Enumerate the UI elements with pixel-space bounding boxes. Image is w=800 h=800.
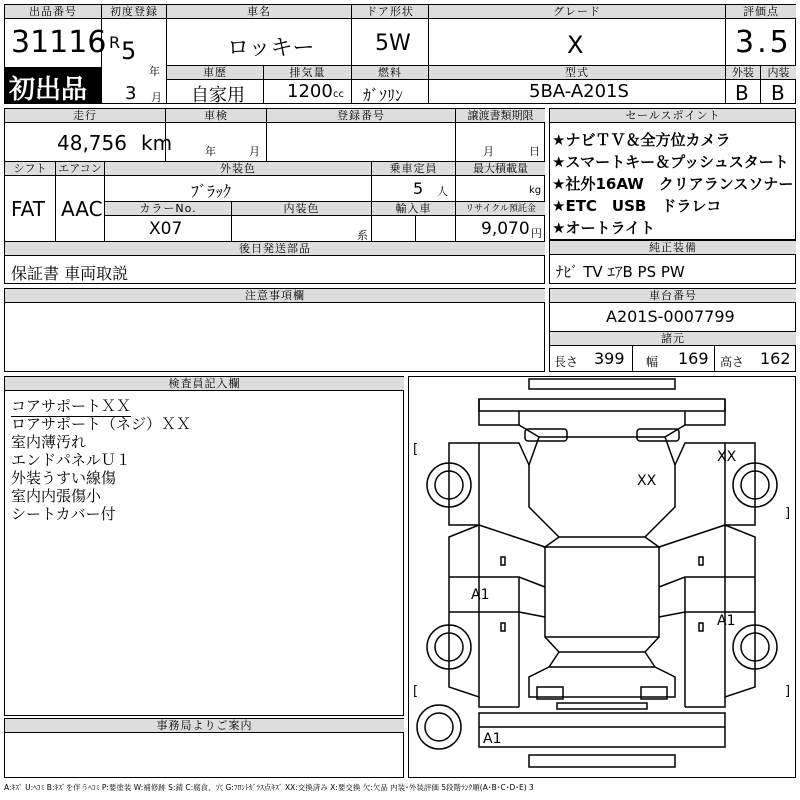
sales-points-label: セールスポイント [550, 109, 796, 123]
yen-unit: 円 [531, 227, 542, 240]
mark-hood: XX [637, 473, 657, 489]
inspector-block [4, 376, 404, 716]
insp-year-unit: 年 [205, 145, 216, 158]
chassis-block [549, 288, 796, 372]
displacement-label: 排気量 [264, 66, 351, 80]
car-outline-svg [409, 377, 795, 777]
recycle-value: 9,070 [481, 219, 530, 239]
dims-label: 諸元 [550, 332, 796, 346]
sales-point-1: ★ナビＴＶ＆全方位カメラ [552, 131, 731, 149]
chassis-label: 車台番号 [550, 289, 796, 303]
office-label: 事務局よりご案内 [5, 719, 404, 733]
lot-label: 出品番号 [5, 5, 101, 19]
int-color-unit: 系 [357, 229, 368, 242]
exterior-grade: B [735, 81, 749, 105]
transfer-day-unit: 日 [529, 145, 540, 158]
first-listing-text: 初出品 [9, 75, 88, 105]
mark-right-rear-door: A1 [717, 613, 736, 629]
interior-label: 内装 [761, 66, 796, 80]
recycle-label: リサイクル預託金 [456, 202, 545, 216]
plate-label: 登録番号 [267, 109, 455, 123]
sales-point-3: ★社外16AW クリアランスソナー [552, 175, 794, 193]
length-label: 長さ [554, 355, 579, 369]
ac-label: エアコン [56, 162, 104, 176]
caution-label: 注意事項欄 [5, 289, 545, 303]
int-color-label: 内装色 [232, 202, 371, 216]
person-unit: 人 [437, 185, 448, 198]
sales-point-2: ★スマートキー＆プッシュスタート [552, 153, 789, 171]
name-label: 車名 [167, 5, 351, 19]
interior-grade: B [771, 81, 785, 105]
grade-label: グレード [429, 5, 725, 19]
width-label: 幅 [646, 355, 659, 369]
equipment-label: 純正装備 [550, 241, 796, 255]
width-value: 169 [678, 349, 709, 368]
score-label: 評価点 [726, 5, 796, 19]
shift-value: FAT [11, 197, 46, 221]
lot-number: 31116 [11, 25, 107, 60]
sales-point-5: ★オートライト [552, 219, 655, 237]
mark-rear-bumper: A1 [483, 731, 502, 747]
model-label: 型式 [429, 66, 725, 80]
legend-text: A:ｷｽﾞ U:ﾍｺﾐ B:ｷｽﾞを伴うﾍｺﾐ P:要塗装 W:補修跡 S:錆 C:腐食、穴 G:ﾌﾛﾝﾄｶﾞﾗｽ点ｷｽﾞ XX:交換済み X:要交換 欠:欠品 内装･外装評価 5段階ﾗﾝｸ順(A･B･C･D･E) 3 [4, 783, 534, 792]
reg-year: 5 [121, 37, 137, 65]
door-label: ドア形状 [352, 5, 428, 19]
exterior-label: 外装 [726, 66, 760, 80]
inspector-note-5: 外装うすい線傷 [11, 469, 117, 487]
caution-block [4, 288, 545, 372]
svg-text:[: [ [413, 684, 419, 699]
import-label: 輸入車 [372, 202, 455, 216]
length-value: 399 [594, 349, 625, 368]
reg-year-unit: 年 [149, 65, 160, 78]
office-block [4, 718, 404, 778]
load-label: 最大積載量 [456, 162, 545, 176]
inspection-label: 車検 [166, 109, 266, 123]
reg-month: 3 [125, 83, 137, 104]
capacity-label: 乗車定員 [372, 162, 455, 176]
capacity-value: 5 [413, 179, 424, 198]
mileage-value: 48,756 [57, 131, 127, 155]
inspector-note-1: コアサポートＸＸ [11, 397, 132, 415]
insp-month-unit: 月 [249, 145, 260, 158]
car-diagram [408, 376, 796, 778]
transfer-month-unit: 月 [483, 145, 494, 158]
color-label: 外装色 [105, 162, 371, 176]
transfer-label: 譲渡書類期限 [456, 109, 545, 123]
equipment-value: ﾅﾋﾞ TV ｴｱB PS PW [556, 263, 685, 281]
car-name: ロッキー [227, 36, 315, 61]
header-block [4, 4, 796, 104]
fuel-label: 燃料 [352, 66, 428, 80]
inspector-label: 検査員記入欄 [5, 377, 404, 391]
inspector-note-4: エンドパネルＵ１ [11, 451, 131, 469]
reg-era: R [109, 33, 121, 52]
inspector-note-2: ロアサポート（ネジ）ＸＸ [11, 415, 192, 433]
cc-unit: cc [333, 89, 344, 100]
svg-text:]: ] [785, 506, 791, 521]
score-value: 3.5 [735, 25, 792, 60]
history-label: 車歴 [167, 66, 263, 80]
km-unit: km [141, 131, 173, 155]
spec-block [4, 108, 545, 284]
height-label: 高さ [720, 355, 745, 369]
kg-unit: kg [529, 185, 542, 196]
inspector-note-3: 室内薄汚れ [11, 433, 87, 451]
mileage-label: 走行 [5, 109, 165, 123]
color-value: ﾌﾞﾗｯｸ [191, 182, 232, 201]
inspector-note-7: シートカバー付 [11, 505, 116, 523]
mark-front-right: XX [717, 449, 737, 465]
svg-text:]: ] [785, 684, 791, 699]
later-parts-label: 後日発送部品 [5, 242, 545, 256]
color-no-value: X07 [149, 219, 183, 239]
door-value: 5W [375, 31, 411, 56]
svg-text:[: [ [413, 442, 419, 457]
sales-point-4: ★ETC USB ドラレコ [552, 197, 722, 215]
equipment-block [549, 240, 796, 284]
mark-left-rear-door: A1 [471, 587, 490, 603]
fuel-value: ｶﾞｿﾘﾝ [363, 86, 404, 105]
sales-points-block [549, 108, 796, 240]
color-no-label: カラーNo. [105, 202, 231, 216]
chassis-value: A201S-0007799 [606, 307, 735, 326]
grade-value: X [567, 31, 584, 59]
reg-month-unit: 月 [151, 91, 162, 104]
later-parts-value: 保証書 車両取説 [11, 264, 129, 283]
height-value: 162 [760, 349, 791, 368]
reg-label: 初度登録 [102, 5, 166, 19]
inspector-note-6: 室内内張傷小 [11, 487, 102, 505]
model-value: 5BA-A201S [529, 81, 629, 102]
ac-value: AAC [61, 197, 103, 221]
history-value: 自家用 [191, 85, 245, 106]
shift-label: シフト [5, 162, 55, 176]
displacement-value: 1200 [287, 81, 333, 102]
